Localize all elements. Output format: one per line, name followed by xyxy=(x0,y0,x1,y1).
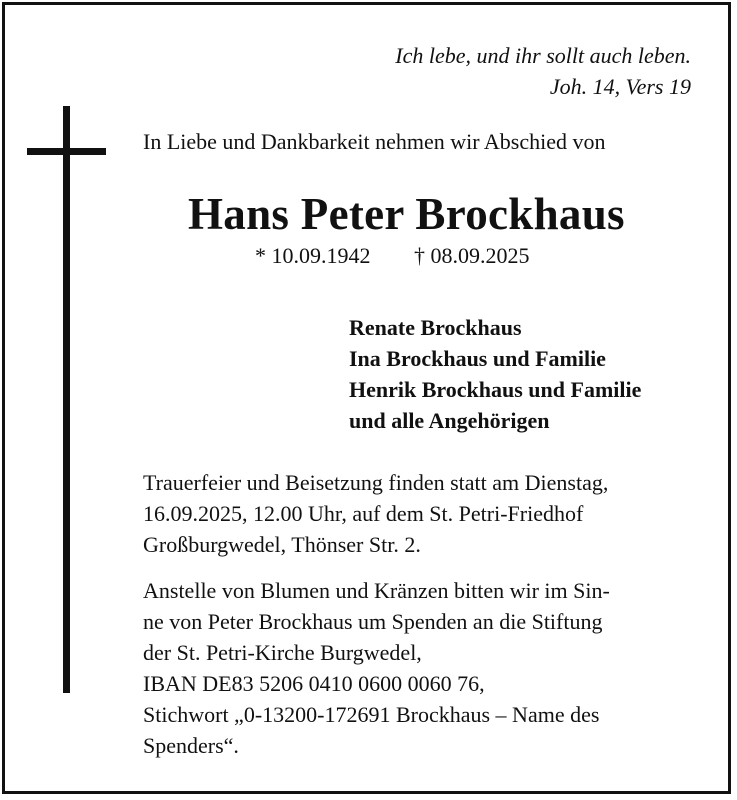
donation-info xyxy=(143,575,610,761)
donation-line: Spenders“. xyxy=(143,733,239,758)
donation-line: Stichwort „0-13200-172691 Brockhaus – Name des xyxy=(143,702,600,727)
mourner-line: Ina Brockhaus und Familie xyxy=(349,346,606,371)
life-dates xyxy=(255,242,530,270)
cross-icon-vertical-bar xyxy=(63,106,70,693)
funeral-info xyxy=(143,467,608,560)
donation-line: ne von Peter Brockhaus um Spenden an die Stiftung xyxy=(143,609,603,634)
mourners-list xyxy=(349,312,641,436)
mourner-line: und alle Angehörigen xyxy=(349,408,550,433)
birth-date: * 10.09.1942 xyxy=(255,243,371,268)
donation-line: Anstelle von Blumen und Kränzen bitten wir im Sin- xyxy=(143,578,610,603)
bible-verse-text: Ich lebe, und ihr sollt auch leben. xyxy=(395,43,691,68)
donation-iban: IBAN DE83 5206 0410 0600 0060 76, xyxy=(143,671,485,696)
deceased-name: Hans Peter Brockhaus xyxy=(188,189,625,239)
death-date: † 08.09.2025 xyxy=(414,243,530,268)
intro-text: In Liebe und Dankbarkeit nehmen wir Abschied von xyxy=(143,129,606,154)
cross-icon-horizontal-bar xyxy=(27,148,106,155)
funeral-line: 16.09.2025, 12.00 Uhr, auf dem St. Petri-Friedhof xyxy=(143,501,584,526)
funeral-line: Großburgwedel, Thönser Str. 2. xyxy=(143,532,421,557)
donation-line: der St. Petri-Kirche Burgwedel, xyxy=(143,640,422,665)
mourner-line: Renate Brockhaus xyxy=(349,315,522,340)
mourner-line: Henrik Brockhaus und Familie xyxy=(349,377,642,402)
funeral-line: Trauerfeier und Beisetzung finden statt am Dienstag, xyxy=(143,470,609,495)
bible-verse-reference: Joh. 14, Vers 19 xyxy=(549,74,691,99)
bible-verse xyxy=(395,40,691,102)
